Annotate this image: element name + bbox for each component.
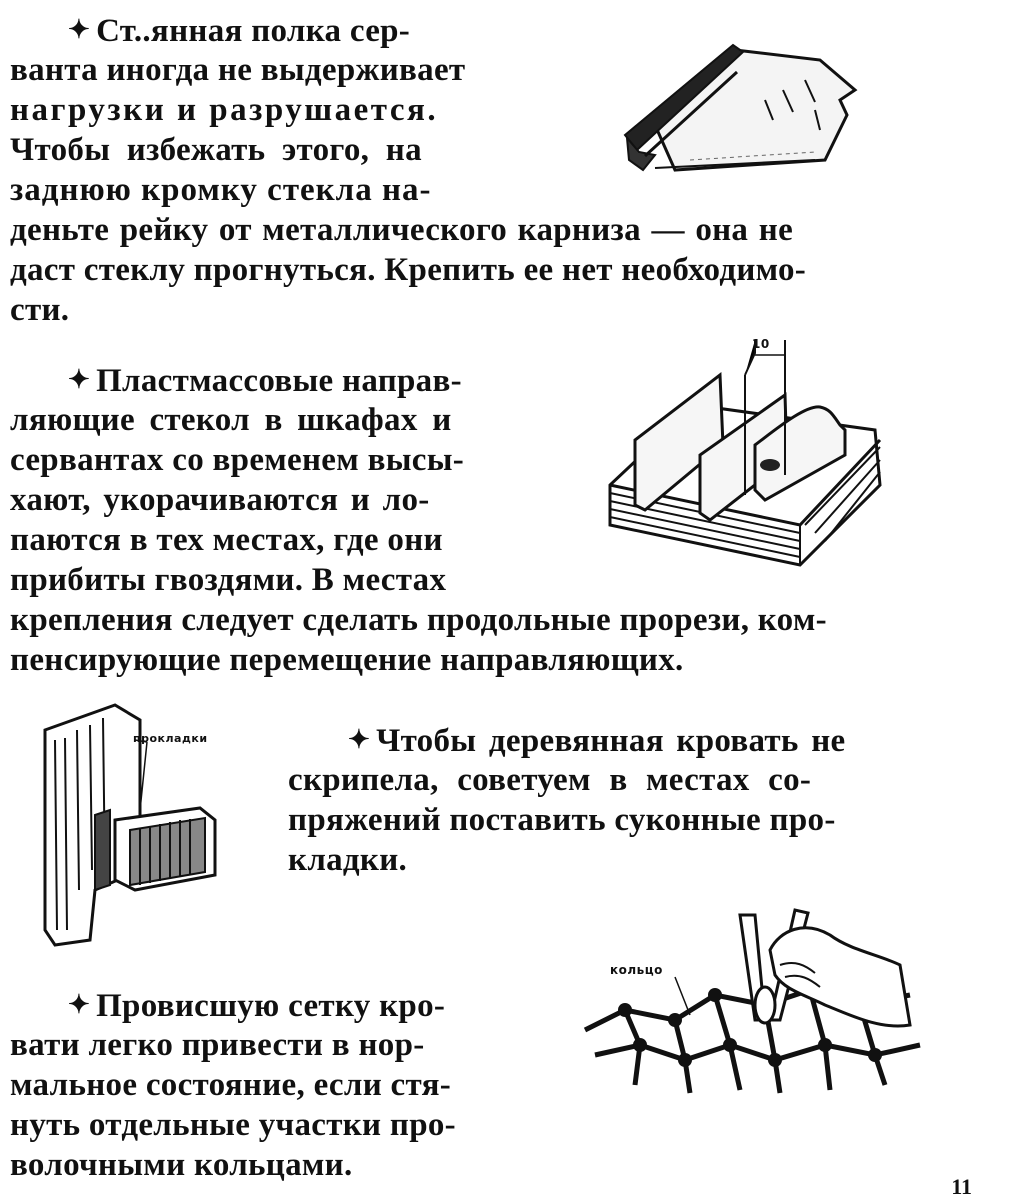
glass-shelf-drawing	[615, 20, 865, 190]
tip-line: нуть отдельные участки про-	[10, 1107, 456, 1143]
pad-label: прокладки	[133, 732, 208, 745]
tip-line: хают, укорачиваются и ло-	[10, 482, 430, 518]
dimension-label: 10	[752, 337, 770, 351]
tip-line: ✦ Ст..янная полка сер-	[68, 13, 411, 49]
tip-line: даст стеклу прогнуться. Крепить ее нет необходимо-	[10, 252, 807, 288]
bullet-icon: ✦	[68, 365, 91, 394]
tip-line: ляющие стекол в шкафах и	[10, 402, 452, 438]
tip-line: заднюю кромку стекла на-	[10, 172, 432, 208]
tip-line: ✦ Провисшую сетку кро-	[68, 988, 446, 1024]
tip-line: ванта иногда не выдерживает	[10, 52, 466, 88]
tip-line: ✦ Чтобы деревянная кровать не	[348, 723, 846, 759]
tip-line: нагрузки и разрушается.	[10, 92, 439, 128]
bullet-icon: ✦	[348, 725, 371, 754]
tip-wooden-bed	[288, 720, 968, 890]
tip-line: паются в тех местах, где они	[10, 522, 443, 558]
tip-line: ✦ Пластмассовые направ-	[68, 363, 462, 399]
tip-line: мальное состояние, если стя-	[10, 1067, 452, 1103]
tip-line: деньте рейку от металлического карниза — она не	[10, 212, 794, 248]
tip-line: волочными кольцами.	[10, 1147, 353, 1183]
wooden-bed-illustration	[35, 700, 255, 950]
tip-line: пряжений поставить суконные про-	[288, 802, 836, 838]
ring-label: кольцо	[610, 963, 663, 977]
tip-line: скрипела, советуем в местах со-	[288, 762, 812, 798]
tip-line: сти.	[10, 292, 70, 328]
guides-drawing	[605, 335, 895, 575]
plastic-guides-illustration	[605, 335, 895, 575]
bullet-icon: ✦	[68, 990, 91, 1019]
tip-line: пенсирующие перемещение направляющих.	[10, 642, 684, 678]
tip-line: Чтобы избежать этого, на	[10, 132, 422, 168]
tip-line: сервантах со временем высы-	[10, 442, 465, 478]
tip-line: крепления следует сделать продольные прорези, ком-	[10, 602, 827, 638]
bed-mesh-illustration	[580, 895, 940, 1095]
page-number: 11	[951, 1174, 972, 1199]
bullet-icon: ✦	[68, 15, 91, 44]
tip-bed-mesh	[10, 985, 570, 1195]
tip-line: вати легко привести в нор-	[10, 1027, 425, 1063]
glass-shelf-illustration	[615, 20, 865, 190]
tip-line: прибиты гвоздями. В местах	[10, 562, 447, 598]
mesh-drawing	[580, 895, 940, 1095]
tip-line: кладки.	[288, 842, 408, 878]
